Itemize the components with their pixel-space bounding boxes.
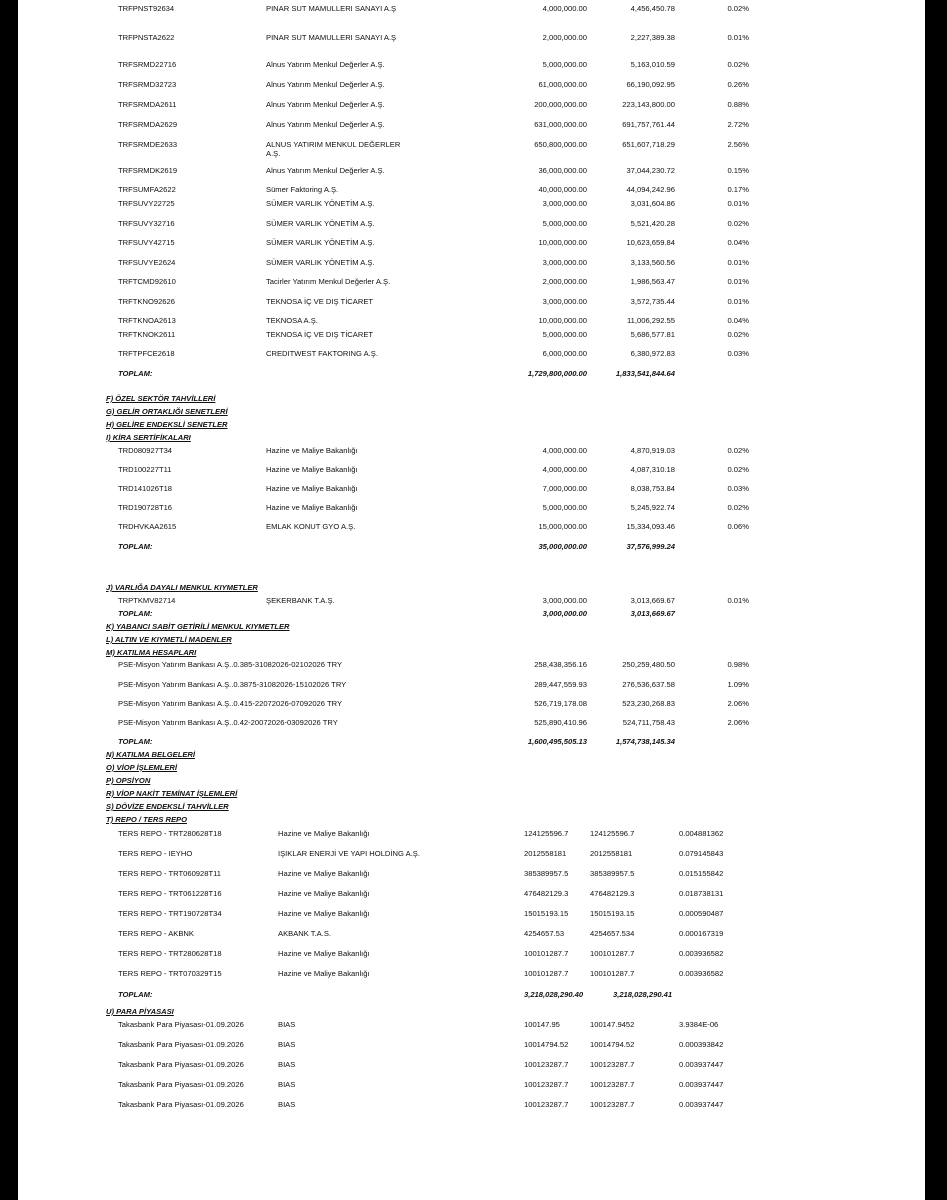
row-nominal: 4254657.53 <box>524 929 565 938</box>
row-description: PSE-Misyon Yatırım Bankası A.Ş..0.415-22072026-07092026 TRY <box>118 699 343 708</box>
section-heading: H) GELİRE ENDEKSLİ SENETLER <box>106 420 228 429</box>
section-heading: U) PARA PİYASASI <box>106 1007 174 1016</box>
row-description: Takasbank Para Piyasası-01.09.2026 <box>118 1100 244 1109</box>
row-value: 250,259,480.50 <box>622 660 675 669</box>
row-issuer: ŞEKERBANK T.A.Ş. <box>266 596 335 605</box>
row-percent: 0.03% <box>727 484 749 493</box>
row-nominal: 5,000,000.00 <box>542 60 587 69</box>
total-label: TOPLAM: <box>118 369 153 378</box>
total-nominal: 1,600,495,505.13 <box>527 737 587 746</box>
row-nominal: 4,000,000.00 <box>542 4 587 13</box>
row-code: TRFSRMD22716 <box>118 60 177 69</box>
scrollbar-track[interactable] <box>929 0 947 1200</box>
section-heading: G) GELİR ORTAKLIĞI SENETLERİ <box>106 407 228 416</box>
row-nominal: 100101287.7 <box>524 969 569 978</box>
row-weight: 0.003936582 <box>679 969 724 978</box>
row-nominal: 124125596.7 <box>524 829 569 838</box>
row-value: 100123287.7 <box>590 1060 635 1069</box>
row-code: TRFTCMD92610 <box>118 277 176 286</box>
row-nominal: 61,000,000.00 <box>538 80 587 89</box>
row-nominal: 476482129.3 <box>524 889 569 898</box>
row-value: 5,245,922.74 <box>630 503 675 512</box>
row-issuer: Hazine ve Maliye Bakanlığı <box>266 465 358 474</box>
row-issuer: BIAS <box>278 1080 296 1089</box>
row-nominal: 526,719,178.08 <box>534 699 587 708</box>
row-percent: 0.98% <box>727 660 749 669</box>
section-heading: N) KATILMA BELGELERİ <box>106 750 196 759</box>
row-nominal: 100123287.7 <box>524 1100 569 1109</box>
row-nominal: 100101287.7 <box>524 949 569 958</box>
row-percent: 0.02% <box>727 60 749 69</box>
row-nominal: 258,438,356.16 <box>534 660 587 669</box>
row-issuer: Tacirler Yatırım Menkul Değerler A.Ş. <box>266 277 391 286</box>
row-nominal: 3,000,000.00 <box>542 596 587 605</box>
row-value: 10,623,659.84 <box>626 238 675 247</box>
row-value: 10014794.52 <box>590 1040 635 1049</box>
row-weight: 0.000167319 <box>679 929 724 938</box>
row-nominal: 650,800,000.00 <box>534 140 587 149</box>
row-issuer: BIAS <box>278 1060 296 1069</box>
row-issuer: Alnus Yatırım Menkul Değerler A.Ş. <box>266 166 385 175</box>
row-value: 6,380,972.83 <box>630 349 675 358</box>
section-heading: L) ALTIN VE KIYMETLİ MADENLER <box>106 635 232 644</box>
row-code: TRD190728T16 <box>118 503 173 512</box>
row-description: TERS REPO - TRT061228T16 <box>118 889 222 898</box>
row-issuer: BIAS <box>278 1040 296 1049</box>
row-value: 385389957.5 <box>590 869 635 878</box>
row-code: TRDHVKAA2615 <box>118 522 177 531</box>
row-percent: 0.02% <box>727 4 749 13</box>
row-nominal: 36,000,000.00 <box>538 166 587 175</box>
row-nominal: 3,000,000.00 <box>542 297 587 306</box>
row-issuer: TEKNOSA İÇ VE DIŞ TİCARET <box>266 330 374 339</box>
row-nominal: 3,000,000.00 <box>542 199 587 208</box>
row-percent: 0.01% <box>727 596 749 605</box>
row-value: 15015193.15 <box>590 909 635 918</box>
row-description: TERS REPO - TRT280628T18 <box>118 829 222 838</box>
row-weight: 0.018738131 <box>679 889 724 898</box>
row-description: TERS REPO - TRT190728T34 <box>118 909 222 918</box>
row-issuer: ALNUS YATIRIM MENKUL DEĞERLER A.Ş. <box>266 140 401 158</box>
row-nominal: 2012558181 <box>524 849 567 858</box>
row-issuer: Hazine ve Maliye Bakanlığı <box>266 503 358 512</box>
row-description: TERS REPO - TRT280628T18 <box>118 949 222 958</box>
row-issuer: Hazine ve Maliye Bakanlığı <box>278 949 370 958</box>
row-nominal: 200,000,000.00 <box>534 100 587 109</box>
row-percent: 0.06% <box>727 522 749 531</box>
row-value: 523,230,268.83 <box>622 699 675 708</box>
row-code: TRFTKNOA2613 <box>118 316 176 325</box>
row-value: 2012558181 <box>590 849 633 858</box>
row-value: 100123287.7 <box>590 1100 635 1109</box>
row-issuer: PINAR SUT MAMULLERI SANAYI A.Ş <box>266 4 397 13</box>
row-code: TRFTKNOK2611 <box>118 330 176 339</box>
row-issuer: Hazine ve Maliye Bakanlığı <box>278 889 370 898</box>
row-nominal: 385389957.5 <box>524 869 569 878</box>
row-issuer: Alnus Yatırım Menkul Değerler A.Ş. <box>266 60 385 69</box>
row-weight: 0.003937447 <box>679 1100 724 1109</box>
row-code: TRFTPFCE2618 <box>118 349 175 358</box>
row-percent: 0.88% <box>727 100 749 109</box>
row-value: 4,456,450.78 <box>630 4 675 13</box>
row-issuer: Hazine ve Maliye Bakanlığı <box>266 484 358 493</box>
row-code: TRD141026T18 <box>118 484 173 493</box>
row-code: TRFSRMD32723 <box>118 80 177 89</box>
row-code: TRFPNST92634 <box>118 4 175 13</box>
total-value: 1,574,738,145.34 <box>615 737 675 746</box>
total-value: 3,218,028,290.41 <box>613 990 673 999</box>
row-weight: 0.000393842 <box>679 1040 724 1049</box>
row-issuer: Alnus Yatırım Menkul Değerler A.Ş. <box>266 120 385 129</box>
row-nominal: 525,890,410.96 <box>534 718 587 727</box>
section-heading: K) YABANCI SABİT GETİRİLİ MENKUL KIYMETLER <box>106 622 290 631</box>
row-description: PSE-Misyon Yatırım Bankası A.Ş..0.385-31082026-02102026 TRY <box>118 660 343 669</box>
row-percent: 0.17% <box>727 185 749 194</box>
section-heading: P) OPSİYON <box>106 776 151 785</box>
row-description: TERS REPO - TRT070329T15 <box>118 969 222 978</box>
row-code: TRFSRMDE2633 <box>118 140 178 149</box>
row-value: 2,227,389.38 <box>630 33 675 42</box>
row-weight: 0.079145843 <box>679 849 724 858</box>
row-value: 3,133,560.56 <box>630 258 675 267</box>
row-issuer: Alnus Yatırım Menkul Değerler A.Ş. <box>266 80 385 89</box>
row-value: 124125596.7 <box>590 829 635 838</box>
row-nominal: 100147.95 <box>524 1020 560 1029</box>
row-percent: 2.06% <box>727 718 749 727</box>
row-percent: 0.01% <box>727 258 749 267</box>
row-value: 100147.9452 <box>590 1020 635 1029</box>
row-nominal: 3,000,000.00 <box>542 258 587 267</box>
row-value: 100123287.7 <box>590 1080 635 1089</box>
total-nominal: 3,218,028,290.40 <box>524 990 584 999</box>
row-percent: 2.72% <box>727 120 749 129</box>
total-label: TOPLAM: <box>118 737 153 746</box>
row-weight: 0.000590487 <box>679 909 724 918</box>
row-percent: 0.02% <box>727 503 749 512</box>
row-percent: 0.04% <box>727 238 749 247</box>
row-code: TRFSUVY22725 <box>118 199 175 208</box>
row-description: Takasbank Para Piyasası-01.09.2026 <box>118 1060 244 1069</box>
section-heading: R) VİOP NAKİT TEMİNAT İŞLEMLERİ <box>106 789 238 798</box>
row-value: 5,163,010.59 <box>630 60 675 69</box>
row-code: TRFTKNO92626 <box>118 297 175 306</box>
row-description: Takasbank Para Piyasası-01.09.2026 <box>118 1080 244 1089</box>
row-value: 5,686,577.81 <box>630 330 675 339</box>
row-value: 66,190,092.95 <box>626 80 675 89</box>
total-label: TOPLAM: <box>118 542 153 551</box>
row-issuer: SÜMER VARLIK YÖNETİM A.Ş. <box>266 199 375 208</box>
row-description: PSE-Misyon Yatırım Bankası A.Ş..0.42-20072026-03092026 TRY <box>118 718 338 727</box>
row-value: 223,143,800.00 <box>622 100 675 109</box>
row-value: 37,044,230.72 <box>626 166 675 175</box>
row-value: 276,536,637.58 <box>622 680 675 689</box>
total-nominal: 35,000,000.00 <box>538 542 587 551</box>
row-value: 100101287.7 <box>590 969 635 978</box>
section-heading: M) KATILMA HESAPLARI <box>106 648 197 657</box>
row-code: TRFSUVY32716 <box>118 219 175 228</box>
row-nominal: 100123287.7 <box>524 1080 569 1089</box>
row-issuer: Sümer Faktoring A.Ş. <box>266 185 339 194</box>
row-description: TERS REPO - IEYHO <box>118 849 193 858</box>
row-code: TRPTKMV82714 <box>118 596 176 605</box>
row-code: TRFSRMDA2611 <box>118 100 177 109</box>
row-value: 1,986,563.47 <box>630 277 675 286</box>
row-issuer: TEKNOSA İÇ VE DIŞ TİCARET <box>266 297 374 306</box>
row-issuer: Hazine ve Maliye Bakanlığı <box>266 446 358 455</box>
row-percent: 0.02% <box>727 465 749 474</box>
row-value: 3,572,735.44 <box>630 297 675 306</box>
row-weight: 3.9384E-06 <box>679 1020 719 1029</box>
document-page <box>18 0 925 1200</box>
row-percent: 0.03% <box>727 349 749 358</box>
row-percent: 0.26% <box>727 80 749 89</box>
row-nominal: 5,000,000.00 <box>542 503 587 512</box>
row-description: PSE-Misyon Yatırım Bankası A.Ş..0.3875-31082026-15102026 TRY <box>118 680 347 689</box>
total-value: 37,576,999.24 <box>626 542 675 551</box>
row-weight: 0.003936582 <box>679 949 724 958</box>
total-nominal: 1,729,800,000.00 <box>527 369 587 378</box>
row-nominal: 2,000,000.00 <box>542 33 587 42</box>
row-nominal: 289,447,559.93 <box>534 680 587 689</box>
row-nominal: 7,000,000.00 <box>542 484 587 493</box>
row-value: 651,607,718.29 <box>622 140 675 149</box>
row-issuer: TEKNOSA A.Ş. <box>266 316 318 325</box>
row-percent: 0.02% <box>727 330 749 339</box>
section-heading: I) KİRA SERTİFİKALARI <box>106 433 191 442</box>
row-code: TRFSUMFA2622 <box>118 185 176 194</box>
row-nominal: 100123287.7 <box>524 1060 569 1069</box>
row-issuer: SÜMER VARLIK YÖNETİM A.Ş. <box>266 219 375 228</box>
row-weight: 0.003937447 <box>679 1060 724 1069</box>
row-value: 4,870,919.03 <box>630 446 675 455</box>
row-percent: 2.56% <box>727 140 749 149</box>
row-nominal: 5,000,000.00 <box>542 219 587 228</box>
row-value: 4254657.534 <box>590 929 635 938</box>
row-percent: 2.06% <box>727 699 749 708</box>
row-code: TRFSRMDK2619 <box>118 166 178 175</box>
row-issuer: Hazine ve Maliye Bakanlığı <box>278 909 370 918</box>
row-nominal: 2,000,000.00 <box>542 277 587 286</box>
row-value: 100101287.7 <box>590 949 635 958</box>
row-weight: 0.004881362 <box>679 829 724 838</box>
row-nominal: 631,000,000.00 <box>534 120 587 129</box>
row-nominal: 10014794.52 <box>524 1040 569 1049</box>
row-value: 3,013,669.67 <box>630 596 675 605</box>
section-heading: S) DÖVİZE ENDEKSLİ TAHVİLLER <box>106 802 229 811</box>
row-weight: 0.003937447 <box>679 1080 724 1089</box>
total-nominal: 3,000,000.00 <box>542 609 587 618</box>
row-description: Takasbank Para Piyasası-01.09.2026 <box>118 1040 244 1049</box>
row-code: TRFPNSTA2622 <box>118 33 175 42</box>
row-percent: 0.01% <box>727 33 749 42</box>
row-nominal: 15015193.15 <box>524 909 569 918</box>
row-value: 44,094,242.96 <box>626 185 675 194</box>
row-value: 8,038,753.84 <box>630 484 675 493</box>
row-issuer: IŞIKLAR ENERJİ VE YAPI HOLDİNG A.Ş. <box>278 849 420 858</box>
row-percent: 0.01% <box>727 199 749 208</box>
row-issuer: AKBANK T.A.S. <box>278 929 332 938</box>
row-value: 11,006,292.55 <box>627 316 675 325</box>
row-value: 3,031,604.86 <box>630 199 675 208</box>
row-percent: 0.01% <box>727 277 749 286</box>
row-percent: 0.02% <box>727 219 749 228</box>
row-percent: 0.15% <box>727 166 749 175</box>
row-value: 691,757,761.44 <box>622 120 675 129</box>
row-nominal: 10,000,000.00 <box>538 238 587 247</box>
row-issuer: Hazine ve Maliye Bakanlığı <box>278 829 370 838</box>
row-nominal: 5,000,000.00 <box>542 330 587 339</box>
row-issuer: PINAR SUT MAMULLERI SANAYI A.Ş <box>266 33 397 42</box>
row-issuer: BIAS <box>278 1020 296 1029</box>
row-percent: 0.02% <box>727 446 749 455</box>
row-nominal: 4,000,000.00 <box>542 465 587 474</box>
row-issuer: BIAS <box>278 1100 296 1109</box>
row-code: TRFSRMDA2629 <box>118 120 178 129</box>
row-value: 4,087,310.18 <box>630 465 675 474</box>
row-nominal: 40,000,000.00 <box>538 185 587 194</box>
total-value: 1,833,541,844.64 <box>615 369 675 378</box>
row-code: TRD100227T11 <box>118 465 172 474</box>
row-nominal: 15,000,000.00 <box>538 522 587 531</box>
row-percent: 0.04% <box>727 316 749 325</box>
row-description: TERS REPO - AKBNK <box>118 929 194 938</box>
row-issuer: Alnus Yatırım Menkul Değerler A.Ş. <box>266 100 385 109</box>
section-heading: T) REPO / TERS REPO <box>106 815 188 824</box>
row-issuer: SÜMER VARLIK YÖNETİM A.Ş. <box>266 258 375 267</box>
row-code: TRD080927T34 <box>118 446 173 455</box>
row-issuer: EMLAK KONUT GYO A.Ş. <box>266 522 356 531</box>
section-heading: J) VARLIĞA DAYALI MENKUL KIYMETLER <box>106 583 258 592</box>
total-label: TOPLAM: <box>118 609 153 618</box>
section-heading: F) ÖZEL SEKTÖR TAHVİLLERİ <box>106 394 216 403</box>
row-value: 524,711,758.43 <box>622 718 675 727</box>
row-nominal: 4,000,000.00 <box>542 446 587 455</box>
row-issuer: CREDITWEST FAKTORING A.Ş. <box>266 349 378 358</box>
row-description: Takasbank Para Piyasası-01.09.2026 <box>118 1020 244 1029</box>
total-label: TOPLAM: <box>118 990 153 999</box>
row-value: 15,334,093.46 <box>626 522 675 531</box>
row-description: TERS REPO - TRT060928T11 <box>118 869 221 878</box>
row-nominal: 10,000,000.00 <box>538 316 587 325</box>
row-code: TRFSUVYE2624 <box>118 258 176 267</box>
row-code: TRFSUVY42715 <box>118 238 175 247</box>
row-percent: 1.09% <box>727 680 749 689</box>
row-issuer: Hazine ve Maliye Bakanlığı <box>278 869 370 878</box>
row-nominal: 6,000,000.00 <box>542 349 587 358</box>
row-value: 476482129.3 <box>590 889 635 898</box>
row-percent: 0.01% <box>727 297 749 306</box>
section-heading: O) VİOP İŞLEMLERİ <box>106 763 178 772</box>
total-value: 3,013,669.67 <box>630 609 675 618</box>
row-issuer: Hazine ve Maliye Bakanlığı <box>278 969 370 978</box>
row-value: 5,521,420.28 <box>630 219 675 228</box>
row-issuer: SÜMER VARLIK YÖNETİM A.Ş. <box>266 238 375 247</box>
row-weight: 0.015155842 <box>679 869 724 878</box>
